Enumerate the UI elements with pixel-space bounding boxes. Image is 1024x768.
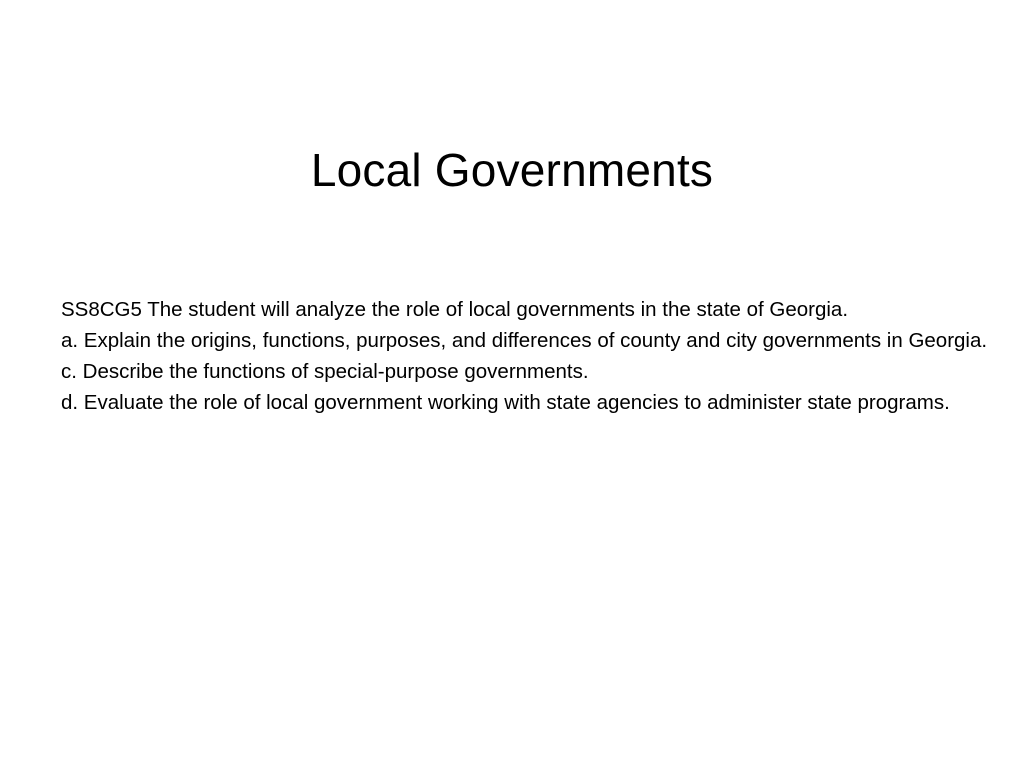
standards-text [61, 294, 991, 418]
standard-line: a. Explain the origins, functions, purposes, and differences of county and city governments in Georgia. [61, 329, 988, 352]
standard-line: c. Describe the functions of special-purpose governments. [61, 360, 589, 383]
standard-line: SS8CG5 The student will analyze the role of local governments in the state of Georgia. [61, 298, 849, 321]
standard-line: d. Evaluate the role of local government working with state agencies to administer state programs. [61, 391, 950, 414]
slide-title: Local Governments [310, 144, 714, 196]
